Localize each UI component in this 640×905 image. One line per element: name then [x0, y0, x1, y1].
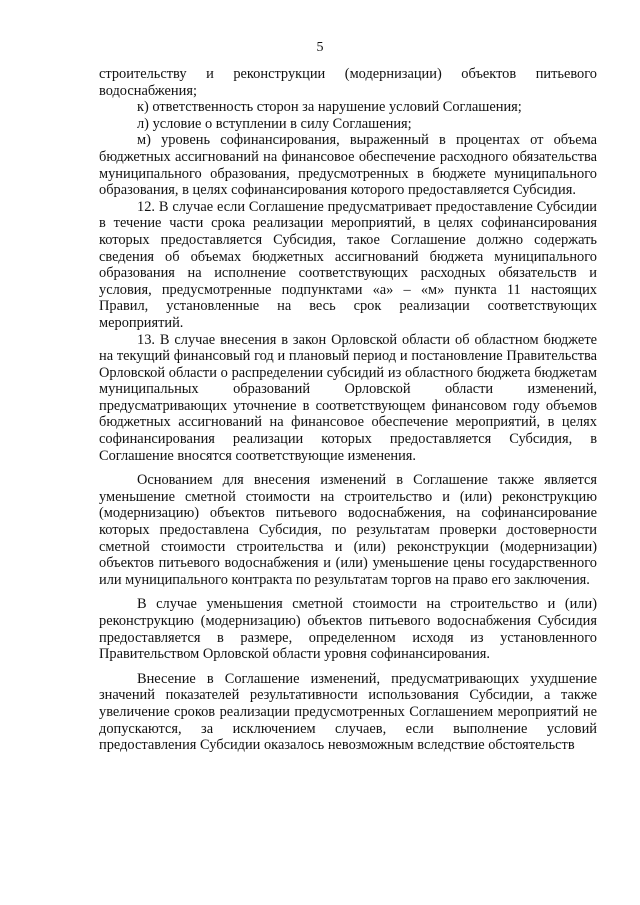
- paragraph-item-k: к) ответственность сторон за нарушение условий Соглашения;: [137, 99, 522, 116]
- paragraph-restrictions: Внесение в Соглашение изменений, предусматривающих ухудшение значений показателей результативности использования Субсидии, а также увеличение сроков реализации предусмотренных Соглашением мероприятий не допускаются, за исключением случаев, если выполнение условий предоставления Субсидии оказалось невозможным вследствие обстоятельств: [99, 670, 597, 754]
- document-body: [99, 66, 597, 754]
- paragraph-clause-13: 13. В случае внесения в закон Орловской области об областном бюджете на текущий финансовый год и плановый период и постановление Правительства Орловской области о распределении субсидий из областного бюджета бюджетам муниципальных образований Орловской области изменений, предусматривающих уточнение в соответствующем финансовом году объемов бюджетных ассигнований на финансовое обеспечение мероприятий, в целях софинансирования реализации которых предоставляется Субсидия, в Соглашение вносятся соответствующие изменения.: [99, 331, 597, 464]
- paragraph-item-m: м) уровень софинансирования, выраженный в процентах от объема бюджетных ассигнований на финансовое обеспечение расходного обязательства муниципального образования, предусмотренных в бюджете муниципального образования, в целях софинансирования которого предоставляется Субсидия.: [99, 132, 597, 199]
- page-number: 5: [316, 40, 324, 55]
- paragraph-clause-12: 12. В случае если Соглашение предусматривает предоставление Субсидии в течение части срока реализации мероприятий, в целях софинансирования которых предоставляется Субсидия, такое Соглашение должно содержать сведения об объемах бюджетных ассигнований бюджета муниципального образования на исполнение соответствующих расходных обязательств и условия, предусмотренные подпунктами «а» – «м» пункта 11 настоящих Правил, установленные на весь срок реализации соответствующих мероприятий.: [99, 198, 597, 331]
- paragraph-cost-reduction: В случае уменьшения сметной стоимости на строительство и (или) реконструкцию (модернизацию) объектов питьевого водоснабжения Субсидия предоставляется в размере, определенном исходя из установленного Правительством Орловской области уровня софинансирования.: [99, 596, 597, 663]
- paragraph-continuation: строительству и реконструкции (модернизации) объектов питьевого водоснабжения;: [99, 66, 597, 99]
- paragraph-item-l: л) условие о вступлении в силу Соглашения;: [137, 115, 412, 132]
- paragraph-grounds-for-changes: Основанием для внесения изменений в Соглашение также является уменьшение сметной стоимости на строительство и (или) реконструкцию (модернизацию) объектов питьевого водоснабжения, на софинансирование которых предоставлена Субсидия, по результатам проверки достоверности сметной стоимости строительства и (или) реконструкции (модернизации) объектов питьевого водоснабжения и (или) уменьшение цены государственного или муниципального контракта по результатам торгов на право его заключения.: [99, 472, 597, 588]
